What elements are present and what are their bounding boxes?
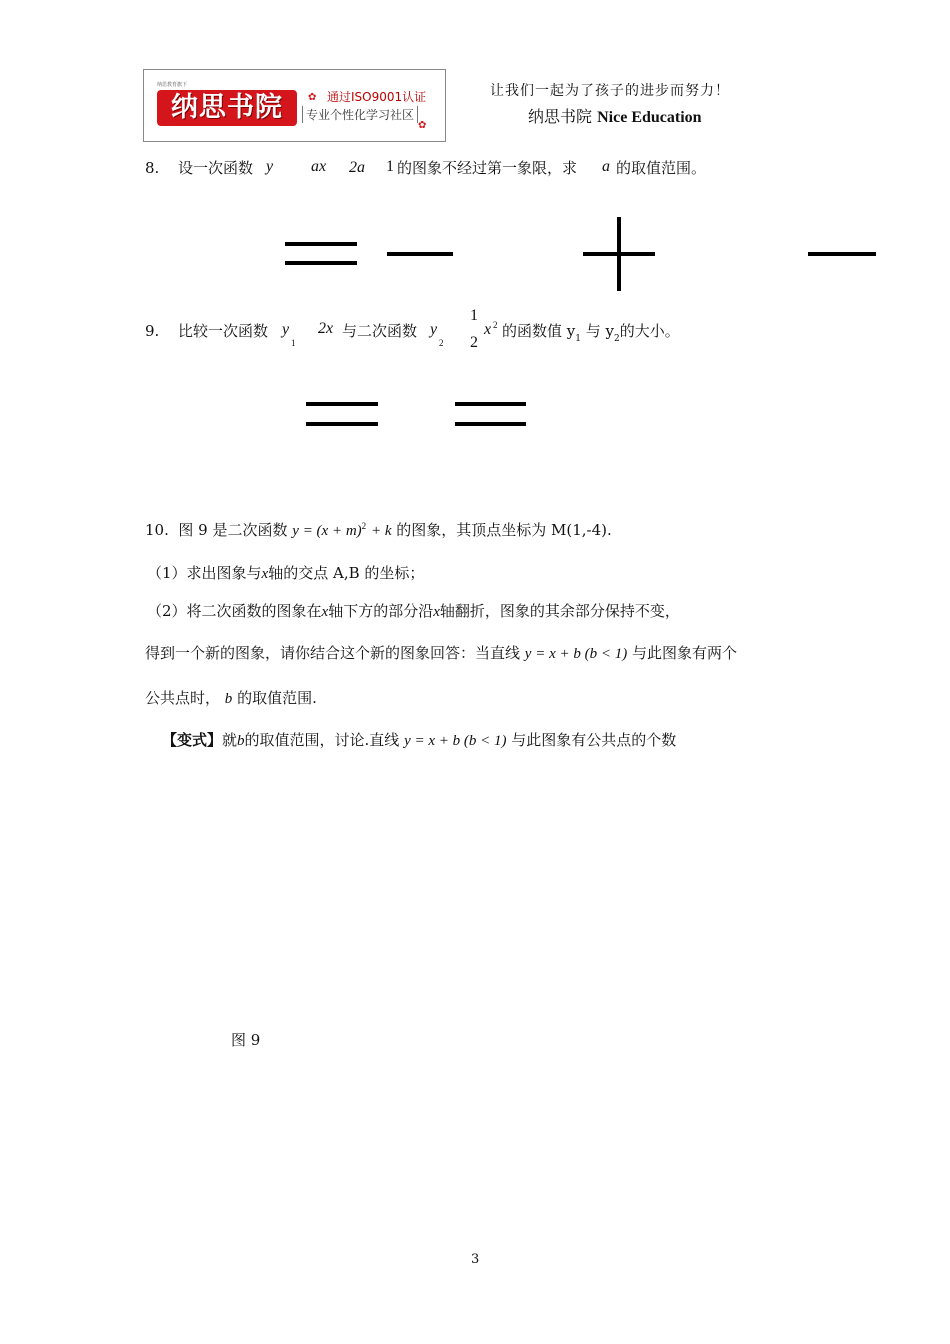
q8-suffix: 的取值范围。 <box>616 159 707 177</box>
page-number: 3 <box>471 1252 480 1267</box>
org-cn: 纳思书院 <box>528 107 593 126</box>
q8-mid: 的图象不经过第一象限，求 <box>397 159 578 177</box>
q8-one: 1 <box>386 158 394 175</box>
fraction-denominator: 2 <box>470 334 478 351</box>
logo <box>143 69 446 142</box>
equals-symbol-bottom <box>455 422 526 426</box>
q9-2x: 2x <box>318 320 334 337</box>
q8-prefix: 设一次函数 <box>178 159 254 177</box>
figure-caption: 图 9 <box>231 1031 261 1049</box>
fraction-numerator: 1 <box>470 307 478 324</box>
q10-part2: （2）将二次函数的图象在x轴下方的部分沿x轴翻折，图象的其余部分保持不变， <box>147 602 680 620</box>
q9-mid: 与二次函数 <box>342 322 418 340</box>
logo-tagline: 专业个性化学习社区 <box>302 106 418 123</box>
equals-symbol-bottom <box>285 261 357 265</box>
flower-icon: ✿ <box>418 120 427 131</box>
equals-symbol-top <box>455 402 526 406</box>
q9-y1: y <box>282 321 290 338</box>
plus-symbol-vertical <box>617 217 621 291</box>
q8-y: y <box>266 158 274 175</box>
q9-y1-sub: 1 <box>291 338 296 348</box>
logo-small-text: 纳思教育旗下 <box>157 82 188 88</box>
q9-x: x <box>484 321 492 338</box>
q10-variant: 【变式】就b的取值范围，讨论.直线 y = x + b (b < 1) 与此图象有公共点的个数 <box>162 731 677 749</box>
q8-number: 8. <box>145 159 160 177</box>
q9-y2-sub: 2 <box>439 338 444 348</box>
q10-part2-end: 公共点时， b 的取值范围. <box>145 689 317 707</box>
q8-ax: ax <box>311 158 327 175</box>
q8-2a: 2a <box>349 159 365 176</box>
q10-part2-cont: 得到一个新的图象，请你结合这个新的图象回答：当直线 y = x + b (b < 1) 与此图象有两个 <box>145 644 738 662</box>
equals-symbol-top <box>285 242 357 246</box>
header-slogan: 让我们一起为了孩子的进步而努力！ <box>490 83 730 99</box>
org-en: Nice Education <box>597 109 702 126</box>
minus-symbol <box>808 252 876 256</box>
flower-icon: ✿ <box>308 92 317 103</box>
q9-y2: y <box>430 321 438 338</box>
q9-prefix: 比较一次函数 <box>178 322 269 340</box>
equals-symbol-top <box>306 402 378 406</box>
minus-symbol <box>387 252 453 256</box>
q9-tail: 的函数值 $y_1$ 与 $y_2$的大小。 <box>502 322 680 344</box>
equals-symbol-bottom <box>306 422 378 426</box>
logo-cert: 通过ISO9001认证 <box>327 90 427 104</box>
q9-number: 9. <box>145 322 160 340</box>
q10-part1: （1）求出图象与x轴的交点 A,B 的坐标； <box>147 564 425 582</box>
q10-intro: 10. 图 9 是二次函数 $y = (x + m)^2 + k$ 的图象，其顶点坐标为 M(1,-4). <box>145 521 612 539</box>
q9-x-square: 2 <box>493 320 498 330</box>
q8-a: a <box>602 158 610 175</box>
logo-brand: 纳思书院 <box>157 90 297 126</box>
header-org <box>528 104 702 127</box>
